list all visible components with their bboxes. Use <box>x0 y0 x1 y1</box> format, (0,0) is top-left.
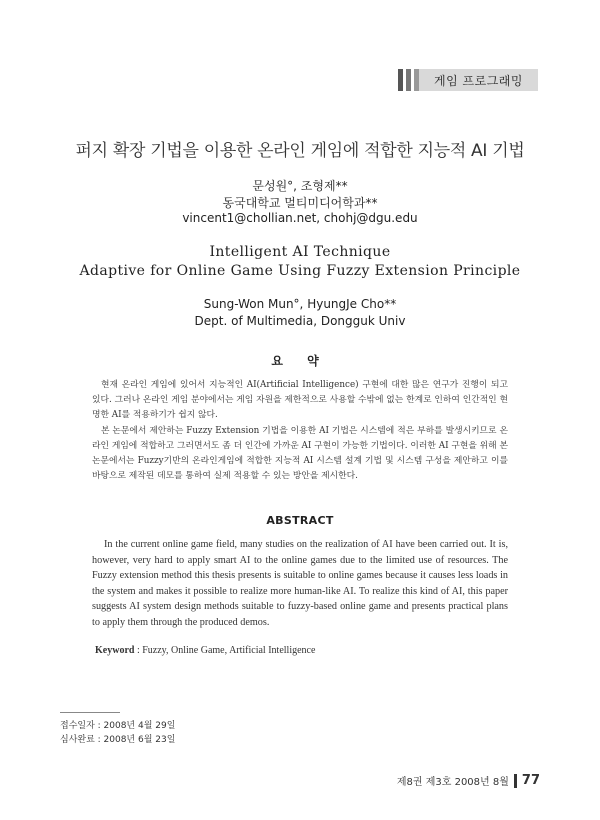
keyword-values: : Fuzzy, Online Game, Artificial Intelligence <box>136 645 316 656</box>
keyword-label: Keyword <box>95 645 135 656</box>
received-date: 접수일자 : 2008년 4월 29일 <box>60 721 176 731</box>
abstract-ko-heading: 요 약 <box>271 354 329 368</box>
abstract-ko-paragraph: 본 논문에서 제안하는 Fuzzy Extension 기법을 이용한 AI 기법은 시스템에 적은 부하를 발생시키므로 온라인 게임에 적합하고 그러면서도 좀 더 인간에 가까운 AI 구현이 가능한 기법이다. 이러한 AI 구현을 위해 본 논문에서는 Fuzzy기반의 온라인게임에 적합한 지능적 AI 시스템 설계 기법 및 시스템 구성을 제안하고 이를 바탕으로 제작된 데모를 통하여 실제 적용할 수 있는 방안을 제시한다. <box>92 425 508 482</box>
authors-ko: 문성원°, 조형제** <box>252 179 348 193</box>
abstract-en-heading: ABSTRACT <box>266 514 334 527</box>
submission-dates <box>60 719 175 747</box>
abstract-en-body: In the current online game field, many studies on the realization of AI have been carried out. It is, however, very hard to apply smart AI to the online games due to the limited use of resources. The Fuzzy extension method this thesis presents is suitable to online games because it causes less loads in the system and makes it possible to realize more human-like AI. To realize this kind of AI, this paper suggests AI system design methods suitable to fuzzy-based online game and presents practical plans to apply them through the produced demos. <box>92 539 508 628</box>
section-tag-bar <box>398 69 403 91</box>
author-emails: vincent1@chollian.net, chohj@dgu.edu <box>182 211 418 225</box>
section-tag-label: 게임 프로그래밍 <box>419 69 538 91</box>
abstract-ko-paragraph: 현재 온라인 게임에 있어서 지능적인 AI(Artificial Intelligence) 구현에 대한 많은 연구가 진행이 되고 있다. 그러나 온라인 게임 분야에서는 게임 자원을 제한적으로 사용할 수밖에 없는 한계로 인하여 인간적인 현명한 AI를 적용하기가 쉽지 않다. <box>92 380 508 421</box>
issue-info: 제8권 제3호 2008년 8월 <box>396 777 509 788</box>
paper-title-en-line2: Adaptive for Online Game Using Fuzzy Extension Principle <box>79 263 521 279</box>
page-footer <box>397 773 540 788</box>
section-tag-bar <box>406 69 411 91</box>
accepted-date: 심사완료 : 2008년 6월 23일 <box>60 735 176 745</box>
footnote-divider <box>60 712 120 713</box>
page-number: 77 <box>521 773 540 788</box>
department-ko: 동국대학교 멀티미디어학과** <box>222 196 378 210</box>
abstract-ko-body <box>92 378 508 484</box>
keywords <box>95 645 315 656</box>
authors-en: Sung-Won Mun°, HyungJe Cho** <box>203 297 397 311</box>
paper-title-ko: 퍼지 확장 기법을 이용한 온라인 게임에 적합한 지능적 AI 기법 <box>75 141 525 161</box>
footer-separator <box>514 774 517 788</box>
paper-title-en-line1: Intelligent AI Technique <box>209 244 391 260</box>
department-en: Dept. of Multimedia, Dongguk Univ <box>194 314 406 328</box>
section-tag <box>398 68 538 92</box>
